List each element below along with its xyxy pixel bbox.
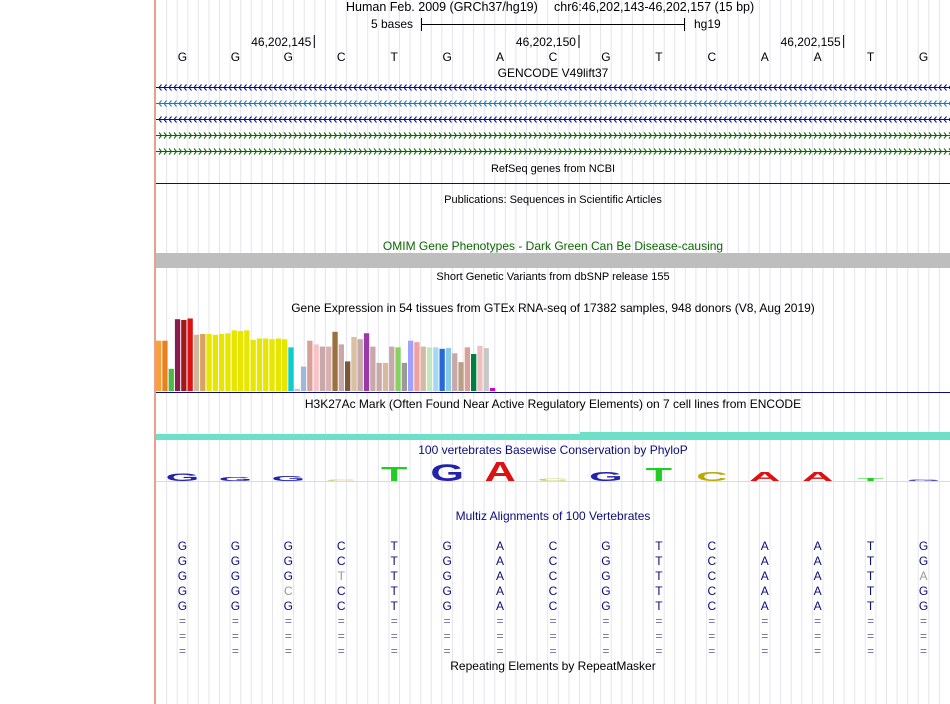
alignment-base: G [230,539,241,553]
phylop-base-letter: C [537,477,569,482]
alignment-base: = [231,614,239,628]
alignment-base: = [814,614,822,628]
alignment-base: = [549,629,557,643]
alignment-base: C [336,584,346,598]
gtex-tissue-bar[interactable] [414,342,419,391]
phylop-base-letter: T [381,462,408,486]
phylop-base-letter: C [325,479,357,482]
alignment-base: = [496,614,504,628]
repeatmasker-title[interactable]: Repeating Elements by RepeatMasker [450,659,656,673]
alignment-base: C [707,584,717,598]
alignment-base: G [230,554,241,568]
alignment-base: T [866,554,875,568]
base-letter: A [760,50,769,64]
gtex-tissue-bar[interactable] [326,347,331,391]
omim-bar [156,253,950,268]
alignment-base: = [920,614,928,628]
alignment-base: C [707,554,717,568]
alignment-base: G [918,599,929,613]
gtex-tissue-bar[interactable] [162,341,167,391]
base-letter: G [230,50,241,64]
alignment-base: C [548,554,558,568]
alignment-base: A [813,584,822,598]
alignment-base: C [707,599,717,613]
alignment-base: A [760,584,769,598]
gtex-title[interactable]: Gene Expression in 54 tissues from GTEx RNA-seq of 17382 samples, 948 donors (V8, Aug 2019) [291,301,815,315]
alignment-base: T [655,569,663,583]
alignment-base: T [390,599,398,613]
gtex-tissue-bar[interactable] [188,318,193,391]
gtex-tissue-bar[interactable] [225,333,230,391]
gtex-tissue-bar[interactable] [364,333,369,391]
phylop-base-letter: G [271,474,306,483]
alignment-base: T [866,599,875,613]
alignment-base: = [761,629,769,643]
refseq-title[interactable]: RefSeq genes from NCBI [490,163,616,175]
alignment-base: = [443,629,451,643]
alignment-base: = [443,614,451,628]
alignment-base: = [231,644,239,658]
gtex-tissue-bar[interactable] [395,347,400,391]
alignment-base: = [708,629,716,643]
phylop-base-letter: A [484,455,516,488]
alignment-base: = [920,644,928,658]
alignment-base: = [496,629,504,643]
alignment-base: G [442,569,452,583]
base-letter: G [283,50,294,64]
gtex-tissue-bar[interactable] [276,338,281,391]
gtex-tissue-bar[interactable] [251,340,256,391]
alignment-base: A [496,569,505,583]
alignment-base: = [708,644,716,658]
phylop-base-letter: T [645,464,673,486]
alignment-base: = [920,629,928,643]
alignment-base: G [283,569,294,583]
alignment-base: = [655,644,663,658]
alignment-base: C [707,569,717,583]
track-labels-column [0,0,154,704]
gtex-tissue-bar[interactable] [440,349,445,391]
base-letter: G [177,50,188,64]
gtex-tissue-bar[interactable] [288,347,293,391]
gtex-tissue-bar[interactable] [295,389,300,391]
alignment-base: C [336,599,346,613]
alignment-base: A [919,569,928,583]
gencode-title[interactable]: GENCODE V49lift37 [497,66,609,80]
phylop-base-letter: T [857,476,884,483]
alignment-base: G [230,584,241,598]
h3k27ac-signal-b [580,432,950,440]
base-letter: C [336,50,346,64]
gtex-tissue-bar[interactable] [232,330,237,391]
alignment-base: G [230,599,241,613]
alignment-base: G [442,584,452,598]
alignment-base: A [496,584,505,598]
alignment-base: = [549,644,557,658]
alignment-base: G [177,569,188,583]
alignment-base: = [761,614,769,628]
alignment-base: = [814,629,822,643]
phylop-base-letter: G [589,469,623,484]
gtex-tissue-bar[interactable] [377,363,382,391]
alignment-base: G [442,554,452,568]
gtex-tissue-bar[interactable] [301,367,306,391]
gtex-tissue-bar[interactable] [484,348,489,391]
alignment-base: C [707,539,717,553]
coord-tick-label: 46,202,145 [251,35,312,49]
gtex-tissue-bar[interactable] [370,347,375,391]
gtex-tissue-bar[interactable] [200,334,205,391]
track-area[interactable] [156,0,950,704]
phylop-base-letter: G [906,479,941,482]
alignment-base: G [601,584,611,598]
alignment-base: T [655,599,663,613]
alignment-base: C [548,569,558,583]
coordinate-ticks [251,35,843,49]
alignment-base: G [918,539,929,553]
alignment-base: = [390,614,398,628]
alignment-base: G [442,599,452,613]
alignment-base: G [283,554,294,568]
phylop-base-letter: G [165,470,200,484]
gtex-tissue-bar[interactable] [452,353,457,391]
gtex-tissue-bar[interactable] [339,344,344,391]
alignment-base: A [760,539,769,553]
scale-bar [421,18,685,31]
alignment-base: G [918,554,929,568]
alignment-base: = [602,644,610,658]
alignment-base: = [337,629,345,643]
alignment-base: G [177,599,188,613]
gtex-tissue-bar[interactable] [219,334,224,391]
alignment-base: = [814,644,822,658]
gtex-tissue-bar[interactable] [320,347,325,391]
alignment-base: T [866,569,875,583]
publications-title[interactable]: Publications: Sequences in Scientific Articles [444,194,662,206]
alignment-base: = [867,644,875,658]
alignment-base: A [813,599,822,613]
gtex-tissue-bar[interactable] [446,348,451,391]
base-letter: T [866,50,875,64]
gtex-tissue-bar[interactable] [257,338,262,391]
alignment-base: = [284,629,292,643]
gtex-tissue-bar[interactable] [181,320,186,391]
alignment-base: C [548,599,558,613]
base-letter: T [655,50,663,64]
alignment-base: T [390,539,398,553]
base-letter: G [442,50,452,64]
alignment-base: G [230,569,241,583]
gtex-tissue-bar[interactable] [471,354,476,391]
gtex-tissue-bar[interactable] [194,335,199,391]
gtex-tissue-bar[interactable] [458,362,463,391]
alignment-base: A [813,539,822,553]
multiz-alignment [178,539,928,658]
base-letter: G [918,50,929,64]
gtex-tissue-bar[interactable] [314,344,319,391]
alignment-base: = [284,644,292,658]
alignment-base: T [655,554,663,568]
gtex-tissue-bar[interactable] [238,331,243,391]
gtex-tissue-bar[interactable] [345,361,350,391]
gtex-tissue-bar[interactable] [427,347,432,391]
gtex-tissue-bar[interactable] [433,347,438,391]
alignment-base: T [866,539,875,553]
alignment-base: G [283,539,294,553]
gtex-tissue-bar[interactable] [307,341,312,391]
alignment-base: G [177,554,188,568]
phylop-base-letter: G [430,459,464,487]
gtex-tissue-bar[interactable] [332,332,337,391]
reference-bases [178,50,928,64]
h3k27ac-signal-a [156,434,580,440]
position-text[interactable]: chr6:46,202,143-46,202,157 (15 bp) [554,0,755,14]
gtex-tissue-bar[interactable] [490,388,495,391]
gtex-tissue-bar[interactable] [465,347,470,391]
alignment-base: = [496,644,504,658]
alignment-base: = [602,629,610,643]
h3k27ac-title[interactable]: H3K27Ac Mark (Often Found Near Active Regulatory Elements) on 7 cell lines from ENCODE [304,397,802,411]
alignment-base: G [177,584,188,598]
alignment-base: G [601,599,611,613]
alignment-base: T [390,554,398,568]
alignment-base: = [390,629,398,643]
scale-db-text: hg19 [694,17,721,31]
alignment-base: A [496,539,505,553]
alignment-base: = [655,614,663,628]
scale-bases-text: 5 bases [371,17,414,31]
base-letter: G [601,50,611,64]
alignment-base: G [918,584,929,598]
gtex-tissue-bar[interactable] [213,335,218,391]
alignment-base: A [760,599,769,613]
alignment-base: = [867,629,875,643]
gtex-tissue-bar[interactable] [402,363,407,391]
phylop-base-letter: A [749,469,781,484]
omim-title[interactable]: OMIM Gene Phenotypes - Dark Green Can Be Disease-causing [382,239,724,253]
phylop-logo [166,456,941,487]
gtex-tissue-bar[interactable] [408,341,413,391]
coord-tick-label: 46,202,150 [515,35,576,49]
base-letter: A [813,50,822,64]
gtex-tissue-bar[interactable] [421,347,426,391]
alignment-base: A [496,599,505,613]
alignment-base: = [867,614,875,628]
alignment-base: A [496,554,505,568]
gtex-tissue-bar[interactable] [263,338,268,391]
gtex-tissue-bar[interactable] [169,369,174,391]
base-letter: A [496,50,505,64]
alignment-base: = [178,629,186,643]
multiz-title[interactable]: Multiz Alignments of 100 Vertebrates [455,509,651,523]
alignment-base: G [601,539,611,553]
alignment-base: = [549,614,557,628]
gtex-tissue-bar[interactable] [477,346,482,391]
gtex-tissue-bar[interactable] [358,339,363,391]
gtex-tissue-bar[interactable] [269,339,274,391]
coord-tick-label: 46,202,155 [780,35,841,49]
phylop-base-letter: C [696,469,728,484]
alignment-base: T [655,539,663,553]
gtex-tissue-bar[interactable] [351,337,356,391]
alignment-base: = [284,614,292,628]
alignment-base: C [548,584,558,598]
alignment-base: G [442,539,452,553]
base-letter: T [390,50,398,64]
gencode-tracks [156,85,950,155]
phylop-base-letter: G [218,475,253,483]
gtex-tissue-bar[interactable] [206,334,211,391]
phylop-title[interactable]: 100 vertebrates Basewise Conservation by PhyloP [418,443,688,457]
gtex-tissue-bar[interactable] [175,319,180,391]
gtex-tissue-bar[interactable] [244,330,249,391]
alignment-base: T [390,569,398,583]
alignment-base: = [708,614,716,628]
alignment-base: T [655,584,663,598]
alignment-base: G [177,539,188,553]
dbsnp-title[interactable]: Short Genetic Variants from dbSNP release 155 [436,271,670,283]
alignment-base: C [336,539,346,553]
alignment-base: = [443,644,451,658]
phylop-base-letter: A [802,469,834,484]
alignment-base: C [283,584,293,598]
alignment-base: T [337,569,345,583]
alignment-base: A [760,554,769,568]
alignment-base: T [390,584,398,598]
alignment-base: = [178,614,186,628]
gtex-tissue-bar[interactable] [156,341,161,391]
base-letter: C [707,50,717,64]
alignment-base: = [337,614,345,628]
gtex-tissue-bar[interactable] [282,339,287,391]
alignment-base: = [602,614,610,628]
alignment-base: C [548,539,558,553]
alignment-base: C [336,554,346,568]
alignment-base: = [390,644,398,658]
tracks-svg [156,0,950,704]
alignment-base: T [866,584,875,598]
alignment-base: G [601,554,611,568]
alignment-base: A [760,569,769,583]
alignment-base: = [178,644,186,658]
gtex-tissue-bar[interactable] [383,363,388,391]
alignment-base: A [813,554,822,568]
base-letter: C [548,50,558,64]
alignment-base: = [761,644,769,658]
alignment-base: A [813,569,822,583]
alignment-base: G [601,569,611,583]
assembly-text: Human Feb. 2009 (GRCh37/hg19) [346,0,538,14]
alignment-base: = [337,644,345,658]
alignment-base: = [231,629,239,643]
alignment-base: G [283,599,294,613]
alignment-base: = [655,629,663,643]
gtex-tissue-bar[interactable] [389,347,394,391]
